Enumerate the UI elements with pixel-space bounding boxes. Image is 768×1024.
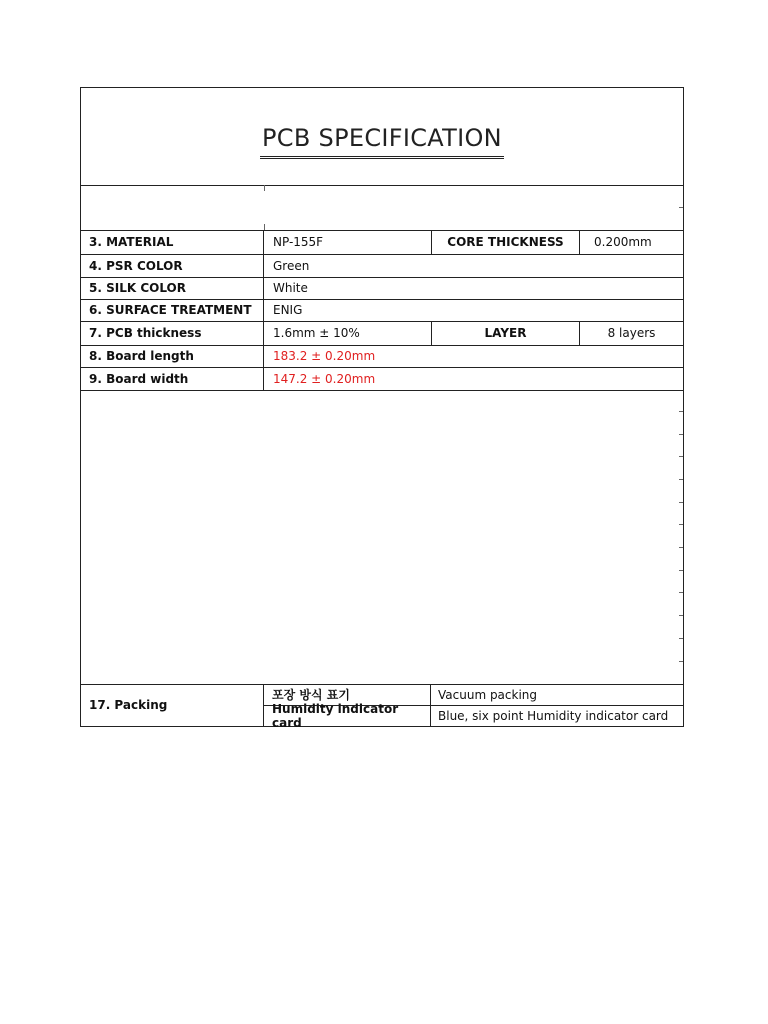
row-tick [679, 502, 683, 503]
row-tick [679, 479, 683, 480]
spec-label: 8. Board length [81, 345, 264, 367]
blank-band-top [81, 185, 683, 231]
spec-sub-value: 8 layers [607, 326, 656, 340]
spec-value: ENIG [273, 303, 303, 317]
spec-sub-label: LAYER [431, 321, 580, 345]
blank-area [81, 390, 683, 685]
spec-row-pcb-thickness [81, 321, 683, 346]
spec-row-material [81, 230, 683, 255]
spec-sub-value: 0.200mm [594, 235, 652, 249]
row-tick [679, 547, 683, 548]
spec-label: 3. MATERIAL [81, 230, 264, 254]
spec-row-surface-treatment [81, 299, 683, 322]
spec-value: 147.2 ± 0.20mm [273, 371, 376, 386]
spec-value: 1.6mm ± 10% [273, 326, 360, 340]
row-tick [679, 411, 683, 412]
row-tick [679, 524, 683, 525]
column-stub [264, 185, 265, 191]
spec-label: 9. Board width [81, 367, 264, 390]
packing-value: Vacuum packing [438, 687, 538, 702]
spec-value: Green [273, 258, 310, 273]
packing-row [264, 702, 683, 730]
spec-row-silk-color [81, 277, 683, 300]
row-tick [679, 661, 683, 662]
spec-label: 5. SILK COLOR [81, 277, 264, 299]
spec-label: 7. PCB thickness [81, 321, 264, 345]
packing-key: Humidity indicator card [264, 706, 431, 726]
spec-row-board-width [81, 367, 683, 391]
title-box [81, 88, 683, 186]
packing-value: Blue, six point Humidity indicator card [438, 709, 669, 723]
row-tick [679, 592, 683, 593]
row-tick [679, 207, 683, 208]
spec-value: NP-155F [273, 235, 324, 249]
spec-sheet [80, 87, 684, 730]
spec-label: 6. SURFACE TREATMENT [81, 299, 264, 321]
spec-value: 183.2 ± 0.20mm [273, 349, 376, 363]
spec-sub-label: CORE THICKNESS [431, 230, 580, 254]
page-title: PCB SPECIFICATION [81, 124, 683, 159]
row-tick [679, 570, 683, 571]
packing-key: 포장 방식 표기 [264, 684, 431, 705]
packing-label: 17. Packing [81, 684, 264, 726]
row-tick [679, 456, 683, 457]
spec-value: White [273, 281, 308, 295]
spec-label: 4. PSR COLOR [81, 254, 264, 277]
row-tick [679, 615, 683, 616]
row-tick [679, 638, 683, 639]
row-tick [679, 434, 683, 435]
spec-row-psr-color [81, 254, 683, 278]
spec-row-board-length [81, 345, 683, 368]
